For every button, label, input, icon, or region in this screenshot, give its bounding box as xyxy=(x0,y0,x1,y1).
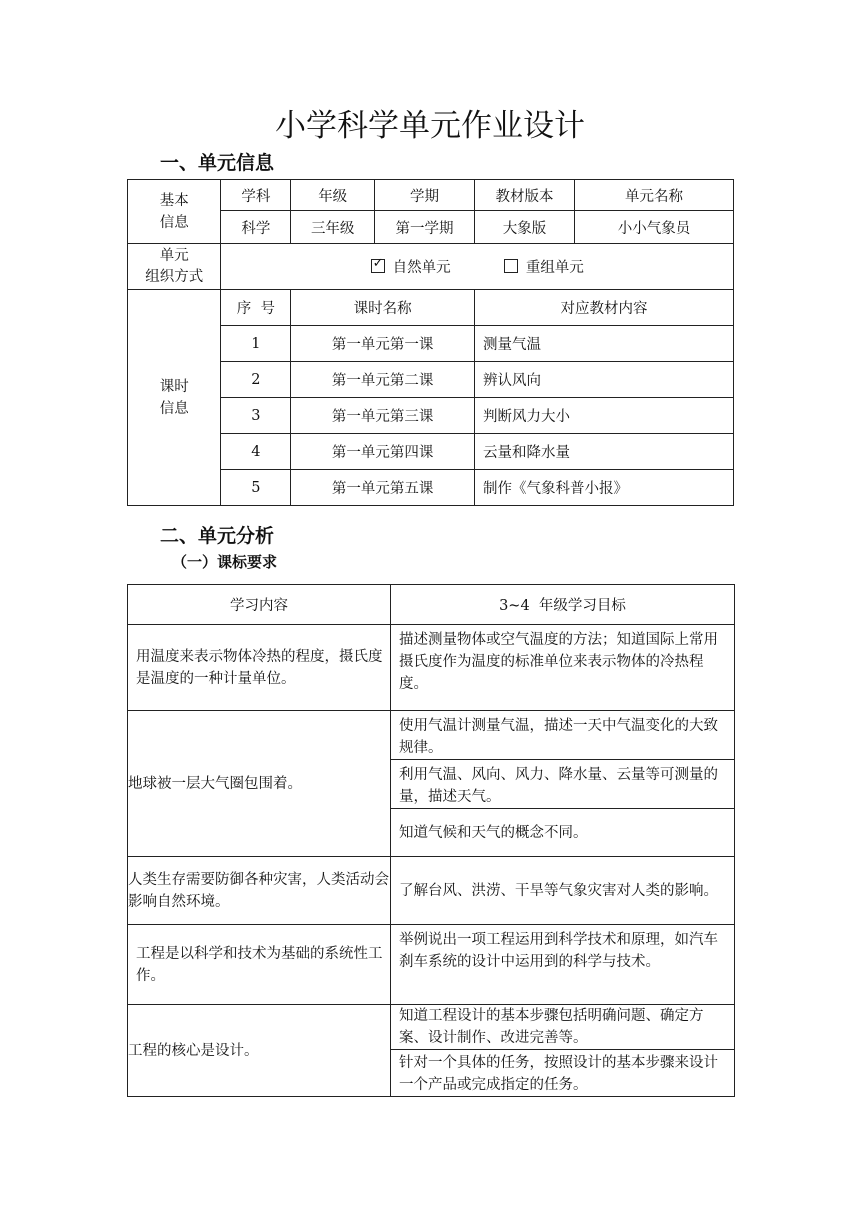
lesson-number: 4 xyxy=(221,434,291,470)
lesson-name: 第一单元第五课 xyxy=(291,470,475,506)
value-unit-name: 小小气象员 xyxy=(574,211,733,244)
lesson-name: 第一单元第四课 xyxy=(291,434,475,470)
learning-content: 工程是以科学和技术为基础的系统性工作。 xyxy=(128,925,391,1005)
page-title: 小学科学单元作业设计 xyxy=(275,108,585,144)
header-learning-goals: 3~4 年级学习目标 xyxy=(391,585,735,625)
table-row xyxy=(128,625,735,711)
lesson-content: 测量气温 xyxy=(475,326,734,362)
learning-goal: 针对一个具体的任务，按照设计的基本步骤来设计一个产品或完成指定的任务。 xyxy=(391,1050,735,1097)
lesson-content: 云量和降水量 xyxy=(475,434,734,470)
learning-goal: 举例说出一项工程运用到科学技术和原理，如汽车刹车系统的设计中运用到的科学与技术。 xyxy=(391,925,735,1005)
learning-content: 用温度来表示物体冷热的程度，摄氏度是温度的一种计量单位。 xyxy=(128,625,391,711)
learning-content: 工程的核心是设计。 xyxy=(128,1005,391,1097)
lesson-content: 判断风力大小 xyxy=(475,398,734,434)
checkbox-checked-icon[interactable]: ✓ xyxy=(372,256,384,271)
lesson-name: 第一单元第二课 xyxy=(291,362,475,398)
header-unit-name: 单元名称 xyxy=(574,180,733,211)
learning-goal: 描述测量物体或空气温度的方法；知道国际上常用摄氏度作为温度的标准单位来表示物体的冷热程度。 xyxy=(391,625,735,711)
header-lesson-number: 序 号 xyxy=(221,290,291,326)
header-subject: 学科 xyxy=(221,180,291,211)
regroup-unit-option[interactable] xyxy=(504,260,584,276)
learning-content: 人类生存需要防御各种灾害，人类活动会影响自然环境。 xyxy=(128,857,391,925)
section-heading-unit-info: 一、单元信息 xyxy=(160,152,275,174)
natural-unit-label: 自然单元 xyxy=(392,260,451,276)
lesson-info-label: 课时 信息 xyxy=(128,290,221,506)
lesson-content: 制作《气象科普小报》 xyxy=(475,470,734,506)
lesson-name: 第一单元第三课 xyxy=(291,398,475,434)
header-learning-content: 学习内容 xyxy=(128,585,391,625)
table-row xyxy=(128,857,735,925)
lesson-name: 第一单元第一课 xyxy=(291,326,475,362)
table-row xyxy=(128,1005,735,1050)
learning-goal: 利用气温、风向、风力、降水量、云量等可测量的量，描述天气。 xyxy=(391,760,735,809)
natural-unit-option[interactable] xyxy=(371,256,456,276)
regroup-unit-label: 重组单元 xyxy=(525,260,584,276)
lesson-number: 1 xyxy=(221,326,291,362)
value-semester: 第一学期 xyxy=(375,211,475,244)
curriculum-table xyxy=(127,584,735,1097)
organization-label: 单元 组织方式 xyxy=(128,244,221,290)
subsection-heading-curriculum: （一）课标要求 xyxy=(172,553,278,571)
lesson-number: 5 xyxy=(221,470,291,506)
learning-goal: 知道工程设计的基本步骤包括明确问题、确定方案、设计制作、改进完善等。 xyxy=(391,1005,735,1050)
value-grade: 三年级 xyxy=(291,211,375,244)
checkbox-unchecked-icon[interactable] xyxy=(504,259,518,273)
table-row xyxy=(128,925,735,1005)
lesson-content: 辨认风向 xyxy=(475,362,734,398)
section-heading-unit-analysis: 二、单元分析 xyxy=(160,525,275,547)
header-lesson-name: 课时名称 xyxy=(291,290,475,326)
learning-goal: 了解台风、洪涝、干旱等气象灾害对人类的影响。 xyxy=(391,857,735,925)
header-grade: 年级 xyxy=(291,180,375,211)
learning-content: 地球被一层大气圈包围着。 xyxy=(128,711,391,857)
basic-info-label: 基本 信息 xyxy=(128,180,221,244)
header-semester: 学期 xyxy=(375,180,475,211)
learning-goal: 知道气候和天气的概念不同。 xyxy=(391,809,735,857)
header-textbook-content: 对应教材内容 xyxy=(475,290,734,326)
value-subject: 科学 xyxy=(221,211,291,244)
learning-goal: 使用气温计测量气温，描述一天中气温变化的大致规律。 xyxy=(391,711,735,760)
table-row xyxy=(128,711,735,760)
organization-options xyxy=(221,244,734,290)
value-textbook-edition: 大象版 xyxy=(475,211,575,244)
unit-info-table xyxy=(127,179,734,506)
lesson-number: 3 xyxy=(221,398,291,434)
lesson-number: 2 xyxy=(221,362,291,398)
header-textbook-edition: 教材版本 xyxy=(475,180,575,211)
